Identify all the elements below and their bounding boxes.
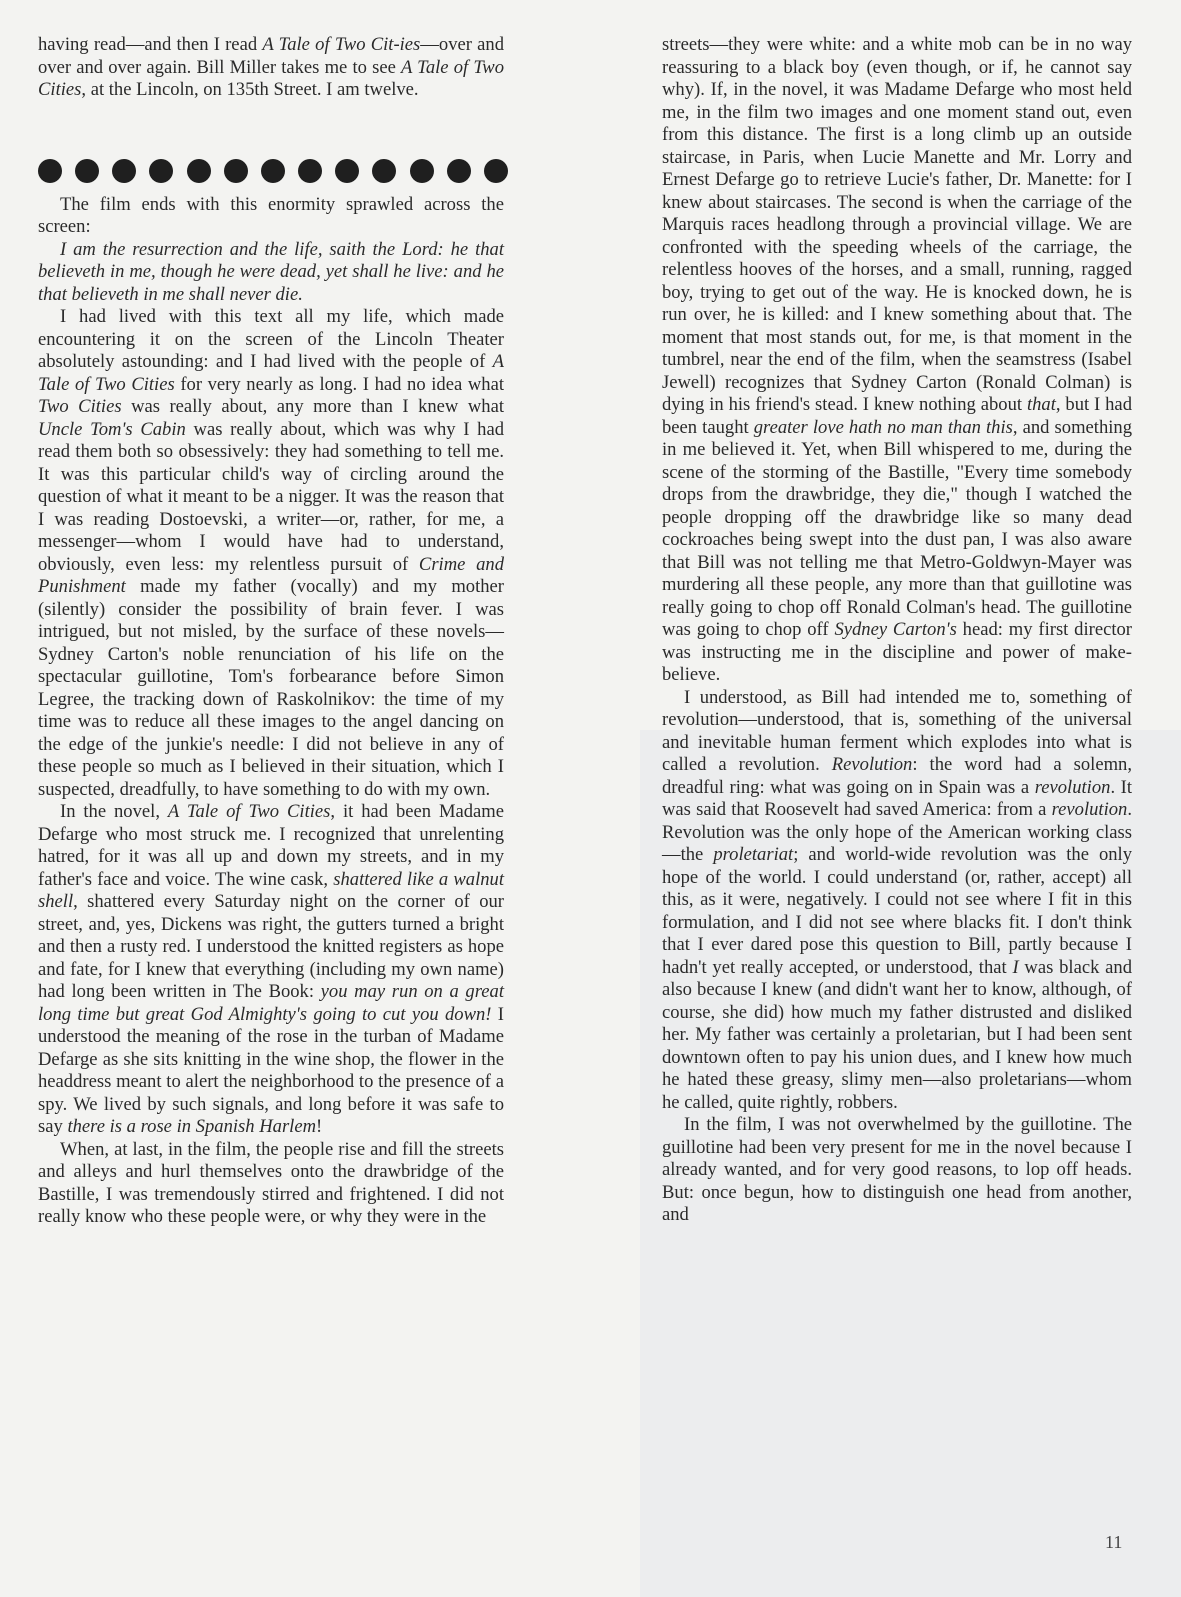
separator-dot	[372, 159, 396, 183]
section-separator	[38, 158, 508, 184]
text-run: , it had been Madame Defarge who most struck me. I recognized that unrelenting hatred, for it was all up and down my streets, and in my father's face and voice. The wine cask,	[38, 801, 505, 890]
text-run: having read—and then I read	[38, 34, 263, 55]
separator-dot	[484, 159, 508, 183]
page-number: 11	[1105, 1532, 1123, 1552]
text-run: streets—they were white: and a white mob can be in no way reassuring to a black boy (even though, or if, he cannot say why). If, in the novel, it was Madame Defarge who most held me, in the film two images and one moment stand out, even from this distance. The first is a long climb up an outside staircase, in Paris, when Lucie Manette and Mr. Lorry and Ernest Defarge go to retrieve Lucie's father, Dr. Manette: for I knew about staircases. The second is when the carriage of the Marquis races headlong through a provincial village. We are confronted with the speeding wheels of the carriage, the relentless hooves of the horses, and a small, running, ragged boy, trying to get out of the way. He is knocked down, he is run over, he is killed: and I knew something about that. The moment that most stands out, for me, is that moment in the tumbrel, near the end of the film, when the seamstress (Isabel Jewell) recognizes that Sydney Carton (Ronald Colman) is dying in his friend's stead. I knew nothing about	[662, 34, 1132, 415]
italic-run: greater love hath no man than this	[753, 416, 1013, 438]
italic-run: Crime and Punishment	[38, 553, 504, 597]
text-run: for very nearly as long. I had no idea what	[174, 373, 504, 395]
verse-quote: I am the resurrection and the life, saith the Lord: he that believeth in me, though he were dead, yet shall he live: and he that believeth in me shall never die.	[38, 238, 504, 305]
paragraph: When, at last, in the film, the people rise and fill the streets and alleys and hurl themselves onto the drawbridge of the Bastille, I was tremendously stirred and frightened. I did not really know who these people were, or why they were in the	[38, 1138, 504, 1227]
text-run: —over and over and over again. Bill Miller takes me to see	[38, 34, 504, 78]
separator-dot	[335, 159, 359, 183]
separator-dot	[149, 159, 173, 183]
paragraph: In the film, I was not overwhelmed by the guillotine. The guillotine had been very present for me in the novel because I already wanted, and for very good reasons, to lop off heads. But: once begun, how to distinguish one head from another, and	[662, 1114, 1132, 1225]
text-run: : the word had a solemn, dreadful ring: what was going on in Spain was a	[662, 754, 1132, 798]
italic-run: I	[1012, 956, 1019, 978]
separator-dot	[75, 159, 99, 183]
italic-run: Two Cities	[38, 396, 122, 417]
text-run: was really about, any more than I knew what	[121, 396, 504, 417]
text-run: ; and world-wide revolution was the only hope of the world. I could understand (or, rather, accept) all this, as it were, negatively. I could not see where I fit in this formulation, and I did not see where blacks fit. I don't think that I ever dared pose this question to Bill, partly because I hadn't yet really accepted, or understood, that	[662, 844, 1132, 978]
italic-run: A Tale of Two Cities	[38, 351, 504, 395]
italic-run: revolution	[1051, 799, 1128, 820]
italic-run: there is a rose in Spanish Harlem	[67, 1116, 317, 1137]
text-run: I had lived with this text all my life, which made encountering it on the screen of the Lincoln Theater absolutely astounding: and I had lived with the people of	[38, 306, 504, 372]
separator-dot	[112, 159, 136, 183]
text-run: , at the Lincoln, on 135th Street. I am twelve.	[81, 79, 419, 100]
italic-run: A Tale of Two Cities	[167, 801, 331, 822]
italic-run: Uncle Tom's Cabin	[38, 418, 186, 440]
separator-dot	[447, 159, 471, 183]
italic-run: you may run on a great long time but great God Almighty's going to cut you down!	[38, 981, 504, 1025]
italic-run: Sydney Carton's	[834, 619, 957, 640]
text-run: I understood, as Bill had intended me to, something of revolution—understood, that is, something of the universal and inevitable human ferment which explodes into what is called a revolution.	[662, 686, 1132, 775]
left-column	[38, 34, 504, 1229]
italic-run: Revolution	[831, 754, 913, 775]
text-run: , but I had been taught	[662, 394, 1132, 438]
right-column	[662, 34, 1132, 1227]
separator-dot	[261, 159, 285, 183]
separator-dot	[38, 159, 62, 183]
separator-dot	[187, 159, 211, 183]
text-run: , and something in me believed it. Yet, when Bill whispered to me, during the scene of the storming of the Bastille, "Every time somebody drops from the drawbridge, they die," though I watched the people dropping off the drawbridge like so many dead cockroaches being swept into the dust pan, I was also aware that Bill was not telling me that Metro-Goldwyn-Mayer was murdering all these people, any more than that guillotine was really going to chop off Ronald Colman's head. The guillotine was going to chop off	[662, 416, 1133, 640]
italic-run: shattered like a walnut shell	[38, 868, 505, 912]
italic-run: A Tale of Two Cities	[38, 56, 504, 100]
italic-run: proletariat	[713, 844, 794, 865]
paragraph	[662, 687, 1132, 1115]
paragraph	[38, 306, 504, 801]
opening-paragraph	[38, 34, 504, 102]
italic-run: revolution	[1034, 776, 1111, 798]
paragraph	[38, 801, 504, 1139]
separator-dot	[410, 159, 434, 183]
text-run: . Revolution was the only hope of the American working class—the	[662, 799, 1132, 865]
text-run: was really about, which was why I had read them both so obsessively: they had something to tell me. It was this particular child's way of circling around the question of what it meant to be a nigger. It was the reason that I was reading Dostoevski, a writer—or, rather, for me, a messenger—whom I would have had to understand, obviously, even less: my relentless pursuit of	[38, 418, 504, 575]
italic-run: A Tale of Two Cit-ies	[262, 34, 421, 55]
paragraph	[662, 34, 1132, 687]
text-run: I understood the meaning of the rose in the turban of Madame Defarge as she sits knitting in the wine shop, the flower in the headdress meant to alert the neighborhood to the presence of a spy. We lived by such signals, and long before it was safe to say	[38, 1003, 504, 1137]
text-run: made my father (vocally) and my mother (silently) consider the possibility of brain fever. I was intrigued, but not misled, by the surface of these novels—Sydney Carton's noble renunciation of his life on the spectacular guillotine, Tom's forbearance before Simon Legree, the tracking down of Raskolnikov: the time of my time was to reduce all these images to the angel dancing on the edge of the junkie's needle: I did not believe in any of these people so much as I believed in their situation, which I suspected, dreadfully, to have something to do with my own.	[38, 576, 504, 800]
separator-dot	[224, 159, 248, 183]
intro-paragraph: The film ends with this enormity sprawled across the screen:	[38, 193, 504, 237]
text-run: was black and also because I knew (and didn't want her to know, although, of course, she did) how much my father distrusted and disliked her. My father was certainly a proletarian, but I had been sent downtown often to pay his union dues, and I knew how much he hated these greasy, slimy men—also proletarians—whom he called, quite rightly, robbers.	[662, 956, 1132, 1113]
text-run: head: my first director was instructing me in the discipline and power of make-believe.	[662, 619, 1132, 685]
text-run: . It was said that Roosevelt had saved America: from a	[662, 776, 1133, 820]
text-run: !	[316, 1116, 323, 1137]
separator-dot	[298, 159, 322, 183]
text-run: In the novel,	[60, 801, 168, 822]
text-run: , shattered every Saturday night on the corner of our street, and, yes, Dickens was right, the gutters turned a bright and then a rusty red. I understood the knitted registers as hope and fate, for I knew that everything (including my own name) had long been written in The Book:	[38, 891, 504, 1002]
italic-run: that	[1026, 394, 1056, 415]
